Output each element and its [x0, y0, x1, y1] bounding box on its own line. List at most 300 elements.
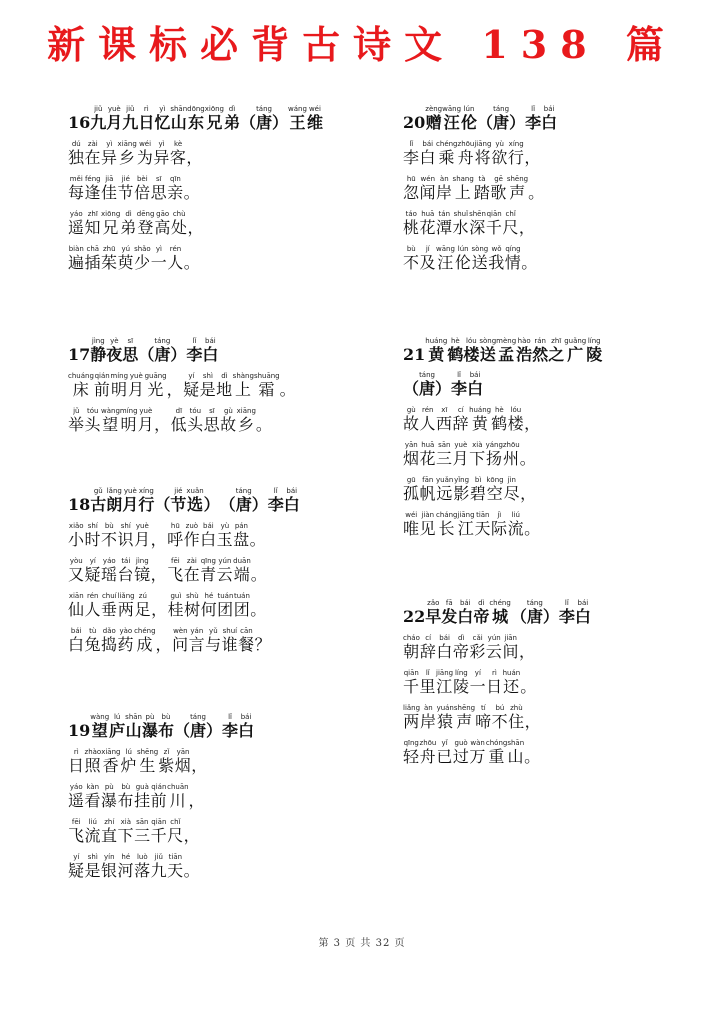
hanzi: 客 [169, 148, 187, 167]
pinyin: pù [101, 783, 118, 791]
pinyin: xiāng [236, 407, 256, 415]
pinyin: cān [238, 627, 255, 635]
poem-char [117, 522, 135, 549]
pinyin: lǐ [403, 140, 420, 148]
poem-char [436, 441, 453, 468]
pinyin: wéi [403, 511, 420, 519]
pinyin: yì [154, 105, 171, 113]
pinyin: táo [403, 210, 420, 218]
hanzi: 玉 [216, 530, 234, 549]
hanzi: 。 [524, 519, 541, 538]
pinyin: dì [120, 210, 137, 218]
hanzi: 银 [101, 861, 118, 880]
pinyin: wàng [90, 713, 110, 721]
poem-char [403, 210, 420, 237]
pinyin: chuān [167, 783, 189, 791]
poem-line [68, 175, 323, 203]
poem-char [232, 372, 254, 399]
hanzi: 声 [506, 183, 529, 202]
pinyin: shēng [136, 748, 159, 756]
title-char [543, 607, 559, 626]
pinyin: shí [84, 522, 102, 530]
hanzi: 朗 [106, 495, 123, 514]
title-char [235, 487, 252, 514]
pinyin: lóu [507, 406, 525, 414]
poem-char [134, 175, 151, 202]
poem-char [436, 210, 453, 237]
hanzi: 汪 [436, 253, 455, 272]
poem-char [167, 380, 184, 399]
poem-char [101, 627, 118, 654]
poem-char [68, 783, 85, 810]
hanzi: 谁 [221, 635, 239, 654]
pinyin: chǐ [167, 818, 184, 826]
hanzi: ， [187, 218, 204, 237]
hanzi: 云 [485, 642, 503, 661]
poem-char [84, 592, 102, 619]
hanzi: 人 [167, 253, 184, 272]
title-char [90, 337, 107, 364]
pinyin: yáo [68, 783, 85, 791]
hanzi: 花 [419, 449, 437, 468]
poem-char [84, 245, 102, 272]
poem-char [167, 522, 184, 549]
pinyin: líng [453, 669, 470, 677]
poem-char [167, 818, 184, 845]
title-char [138, 105, 155, 132]
title-char [403, 379, 419, 398]
title-char [461, 105, 478, 132]
poem-char [436, 704, 454, 731]
hanzi: 夜 [106, 345, 123, 364]
poem-char [136, 210, 155, 237]
poem-char [491, 406, 508, 433]
hanzi: 月 [134, 530, 151, 549]
poem-char [117, 627, 135, 654]
pinyin: shēn [469, 210, 486, 218]
pinyin: yì [153, 140, 170, 148]
poem-line [403, 175, 557, 203]
poem-char [436, 175, 453, 202]
pinyin: lóu [463, 337, 480, 345]
poem-char [101, 522, 118, 549]
pinyin: àn [420, 704, 437, 712]
hanzi: 上 [232, 380, 254, 399]
title-char [541, 105, 558, 132]
hanzi: 前 [93, 380, 111, 399]
hanzi: 城 [489, 607, 511, 626]
pinyin: luò [134, 853, 151, 861]
poem-char [134, 627, 156, 654]
poem-char [68, 372, 94, 399]
poem-line [68, 407, 296, 435]
poem-number: 16 [68, 113, 91, 132]
pinyin: yuè [134, 522, 151, 530]
pinyin: gù [403, 406, 420, 414]
pinyin: tuán [217, 592, 234, 600]
poem-author-line [403, 371, 602, 399]
poem-heading [403, 105, 557, 133]
pinyin: xíng [507, 140, 525, 148]
poem-char [184, 861, 201, 880]
hanzi: 餐 [238, 635, 255, 654]
hanzi: 瑶 [101, 565, 118, 584]
title-char [122, 337, 139, 364]
hanzi: 乡 [236, 415, 256, 434]
hanzi: 水 [452, 218, 470, 237]
poem-char [117, 557, 135, 584]
title-char [187, 105, 205, 132]
hanzi: 空 [486, 484, 504, 503]
poem-char [469, 210, 486, 237]
poem-line [68, 557, 300, 585]
pinyin: líng [586, 337, 603, 345]
poem-char [154, 415, 171, 434]
hanzi: 为 [136, 148, 154, 167]
title-char [122, 105, 139, 132]
poem-char [144, 372, 167, 399]
hanzi: 地 [216, 380, 233, 399]
pinyin: chā [84, 245, 102, 253]
poem-char [134, 818, 151, 845]
poem-char [419, 669, 437, 696]
pinyin: gù [220, 407, 237, 415]
title-char [451, 371, 468, 398]
pinyin: chéng [436, 140, 458, 148]
pinyin: lǐ [558, 599, 575, 607]
hanzi: ， [150, 530, 168, 549]
title-char [457, 599, 474, 626]
pinyin: zǎo [425, 599, 442, 607]
poem-char [150, 175, 168, 202]
hanzi: 李 [451, 379, 468, 398]
pinyin: shì [84, 853, 102, 861]
pinyin: fēi [68, 818, 85, 826]
title-char [425, 599, 442, 626]
poem-char [134, 592, 152, 619]
pinyin: míng [110, 372, 129, 380]
pinyin: sòng [471, 245, 489, 253]
hanzi: 月 [452, 449, 470, 468]
poem-char [233, 557, 251, 584]
title-char [473, 599, 490, 626]
hanzi: ， [166, 380, 184, 399]
poem-char [167, 592, 185, 619]
hanzi: 逢 [84, 183, 102, 202]
hanzi: 小 [68, 530, 85, 549]
pinyin: zhí [101, 818, 118, 826]
title-char [106, 337, 123, 364]
title-char [441, 599, 458, 626]
title-char [186, 487, 204, 514]
hanzi: 辞 [452, 414, 470, 433]
poem-char [189, 791, 206, 810]
poem-char [280, 380, 297, 399]
pinyin: shēng [506, 175, 529, 183]
poem-char [220, 407, 237, 434]
hanzi: 兄 [204, 113, 224, 132]
pinyin: yuè [128, 372, 145, 380]
poem-21 [403, 337, 602, 539]
hanzi: 舟 [457, 148, 475, 167]
poem-char [119, 407, 138, 434]
poem-char [134, 557, 151, 584]
title-char [419, 371, 436, 398]
poem-line [68, 140, 323, 168]
hanzi: 思 [150, 183, 168, 202]
pinyin: lǎng [106, 487, 123, 495]
hanzi: 鹤 [491, 414, 508, 433]
hanzi: 及 [419, 253, 437, 272]
hanzi: 。 [250, 600, 267, 619]
pinyin: tái [117, 557, 135, 565]
poem-line [68, 627, 300, 655]
title-char [267, 487, 284, 514]
pinyin: huáng [469, 406, 492, 414]
hanzi: 歌 [490, 183, 507, 202]
poem-char [453, 476, 470, 503]
poem-char [221, 627, 239, 654]
pinyin: hé [117, 853, 135, 861]
pinyin: zhī [548, 337, 565, 345]
pinyin: dì [223, 105, 240, 113]
pinyin: xiāng [101, 748, 121, 756]
pinyin: wǒ [488, 245, 505, 253]
poem-char [520, 484, 537, 503]
pinyin: lǐ [186, 337, 203, 345]
hanzi: 天 [167, 861, 184, 880]
hanzi: 州 [502, 449, 520, 468]
hanzi: 白 [283, 495, 300, 514]
title-char [283, 487, 300, 514]
pinyin: yì [101, 140, 118, 148]
pinyin: zài [84, 140, 102, 148]
hanzi: 挂 [134, 791, 151, 810]
hanzi: 疑 [68, 861, 85, 880]
pinyin: rì [138, 105, 155, 113]
pinyin: àn [436, 175, 453, 183]
pinyin: liú [84, 818, 102, 826]
poem-number: 17 [68, 345, 91, 364]
poem-char [506, 175, 529, 202]
poem-char [491, 511, 508, 538]
pinyin: tí [475, 704, 492, 712]
pinyin: zhōu [457, 140, 475, 148]
pinyin: shàng [232, 372, 254, 380]
hanzi: ， [188, 791, 206, 810]
pinyin: yáng [485, 441, 503, 449]
poem-char [469, 476, 487, 503]
pinyin: yì [150, 245, 168, 253]
poem-char [136, 748, 159, 775]
hanzi: 烟 [403, 449, 420, 468]
pinyin: míng [119, 407, 138, 415]
hanzi: 长 [436, 519, 458, 538]
poem-char [68, 592, 85, 619]
hanzi: 千 [485, 218, 503, 237]
poem-heading [68, 487, 300, 515]
hanzi: 识 [117, 530, 135, 549]
hanzi: 亲 [167, 183, 184, 202]
title-char [222, 713, 239, 740]
hanzi: 日 [68, 756, 85, 775]
pinyin: xià [469, 441, 486, 449]
hanzi: 。 [183, 861, 201, 880]
poem-char [101, 818, 118, 845]
poem-char [68, 210, 85, 237]
pinyin: zèng [425, 105, 443, 113]
pinyin: wàng [101, 407, 120, 415]
pinyin: shān [170, 105, 188, 113]
title-char [574, 599, 591, 626]
title-char [138, 345, 154, 364]
title-char [463, 337, 480, 364]
title-char [223, 105, 240, 132]
hanzi: 瀑 [101, 791, 118, 810]
poem-char [167, 245, 184, 272]
hanzi: 庐 [109, 721, 126, 740]
title-char [122, 487, 139, 514]
hanzi: 飞 [68, 826, 85, 845]
poem-char [419, 739, 437, 766]
hanzi: ） [542, 607, 559, 626]
hanzi: 何 [200, 600, 218, 619]
poem-heading [68, 713, 254, 741]
pinyin: bì [469, 476, 487, 484]
pinyin: yún [216, 557, 234, 565]
pinyin: yè [106, 337, 123, 345]
poem-line [403, 511, 602, 539]
poem-char [485, 210, 503, 237]
title-char [489, 599, 511, 626]
pinyin: gǔ [90, 487, 107, 495]
poem-char [502, 210, 519, 237]
hanzi: 江 [436, 677, 454, 696]
poem-char [233, 592, 251, 619]
hanzi: 两 [403, 712, 421, 731]
pinyin: jìng [134, 557, 151, 565]
pinyin: táng [419, 371, 436, 379]
pinyin: shang [452, 175, 474, 183]
pinyin: zhào [84, 748, 102, 756]
pinyin: tù [84, 627, 102, 635]
pinyin: bái [436, 634, 453, 642]
poem-char [68, 522, 85, 549]
hanzi: 节 [117, 183, 135, 202]
pinyin: jì [491, 511, 508, 519]
hanzi: 登 [136, 218, 155, 237]
hanzi: 头 [84, 415, 102, 434]
poem-char [183, 372, 200, 399]
title-char [467, 371, 484, 398]
hanzi: 处 [170, 218, 188, 237]
hanzi: 彩 [469, 642, 486, 661]
pinyin: yòu [68, 557, 85, 565]
hanzi: 床 [68, 380, 94, 399]
pinyin: qīng [200, 557, 217, 565]
hanzi: 。 [521, 253, 538, 272]
hanzi: 前 [150, 791, 168, 810]
hanzi: ） [435, 379, 452, 398]
pinyin: shuí [221, 627, 239, 635]
pinyin: táng [256, 105, 273, 113]
hanzi: 问 [172, 635, 189, 654]
hanzi: 月 [106, 113, 123, 132]
pinyin: cí [419, 634, 437, 642]
hanzi: ） [251, 495, 268, 514]
poem-char [68, 853, 85, 880]
hanzi: 树 [184, 600, 201, 619]
poem-char [469, 739, 486, 766]
pinyin: shì [199, 372, 217, 380]
pinyin: hū [167, 522, 184, 530]
poem-line [68, 372, 296, 400]
title-char [425, 337, 448, 364]
poem-heading [68, 337, 296, 365]
pinyin: yuè [122, 487, 139, 495]
hanzi: 高 [154, 218, 171, 237]
poem-char [419, 245, 437, 272]
poem-title [425, 337, 602, 365]
title-char [238, 713, 255, 740]
poem-char [524, 747, 541, 766]
title-char [154, 337, 171, 364]
hanzi: 潭 [436, 218, 453, 237]
hanzi: 千 [403, 677, 420, 696]
title-char [154, 495, 170, 514]
pinyin: yáo [101, 557, 118, 565]
pinyin: yuǎn [436, 476, 454, 484]
pinyin: lú [109, 713, 126, 721]
poem-char [524, 148, 541, 167]
hanzi: ） [206, 721, 223, 740]
pinyin: dú [68, 140, 85, 148]
poem-char [436, 634, 453, 661]
pinyin: chuáng [68, 372, 94, 380]
poem-char [469, 406, 492, 433]
poem-char [452, 634, 470, 661]
hanzi: （ [403, 379, 420, 398]
hanzi: 川 [167, 791, 189, 810]
hanzi: 广 [564, 345, 587, 364]
poem-16 [68, 105, 323, 273]
hanzi: 桂 [167, 600, 185, 619]
hanzi: 遥 [68, 791, 85, 810]
title-char [186, 337, 203, 364]
poem-char [191, 756, 208, 775]
hanzi: 河 [117, 861, 135, 880]
hanzi: 白 [467, 379, 484, 398]
hanzi: ） [509, 113, 526, 132]
hanzi: 举 [68, 415, 85, 434]
pinyin: xiōng [101, 210, 121, 218]
hanzi: 在 [84, 148, 102, 167]
hanzi: 佳 [101, 183, 118, 202]
pinyin: yáo [68, 210, 85, 218]
hanzi: 静 [90, 345, 107, 364]
hanzi: 炉 [120, 756, 137, 775]
hanzi: 王 [288, 113, 307, 132]
hanzi: 浩 [516, 345, 533, 364]
poem-char [153, 140, 170, 167]
pinyin: rén [84, 592, 102, 600]
hanzi: （ [477, 113, 494, 132]
hanzi: 送 [471, 253, 489, 272]
poem-char [491, 140, 508, 167]
pinyin: tán [436, 210, 453, 218]
poem-char [167, 557, 184, 584]
hanzi: 忽 [403, 183, 420, 202]
